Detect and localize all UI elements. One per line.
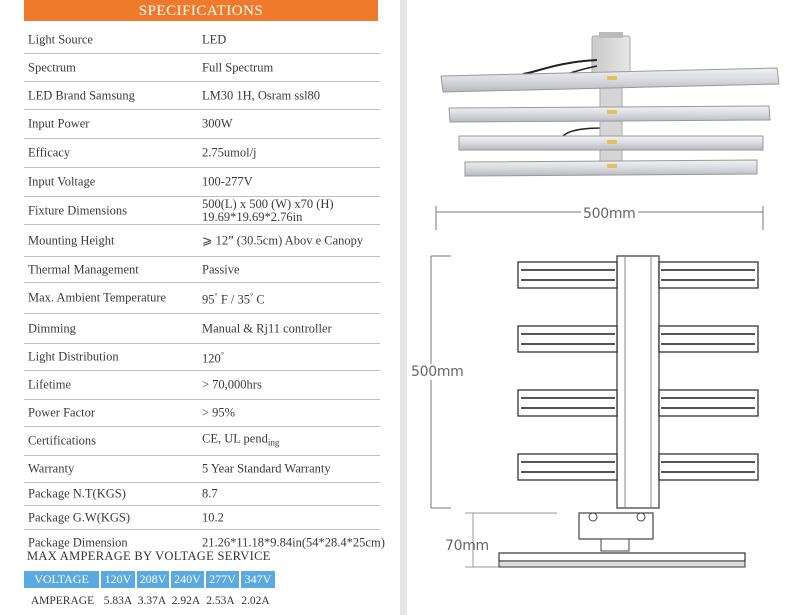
voltage-cell: 277V	[206, 571, 239, 588]
spec-row-mounting-height	[24, 225, 380, 257]
degree-symbol: °	[220, 350, 224, 360]
spec-row-input-power	[24, 110, 380, 139]
panel-divider	[400, 0, 407, 615]
amperage-header: AMPERAGE	[30, 595, 95, 607]
spec-value: 300W	[202, 116, 233, 131]
spec-label: Input Voltage	[28, 174, 96, 189]
drawings-panel	[407, 0, 796, 615]
degree-symbol: °	[214, 291, 218, 301]
cert-main: CE, UL pend	[202, 431, 268, 446]
spec-row-certifications	[24, 427, 380, 456]
voltage-cell: 240V	[171, 571, 204, 588]
spec-value: 10.2	[202, 510, 224, 524]
spec-value-line1: 500(L) x 500 (W) x70 (H)	[202, 196, 334, 211]
amperage-cell: 3.37A	[137, 595, 167, 607]
spec-label: Spectrum	[28, 60, 76, 74]
voltage-row	[24, 571, 277, 588]
spec-label: Package N.T(KGS)	[28, 486, 126, 501]
spec-value: 21.26*11.18*9.84in(54*28.4*25cm)	[202, 535, 385, 549]
degree-symbol: °	[250, 291, 254, 301]
spec-label: Thermal Management	[28, 262, 139, 276]
spec-label: Dimming	[28, 321, 76, 335]
spec-value: > 95%	[202, 405, 236, 420]
cert-sub: ing	[267, 437, 280, 448]
spec-value	[202, 433, 279, 450]
light-bar	[459, 136, 763, 150]
width-dimension-label: 500mm	[583, 206, 636, 222]
spec-row-warranty	[24, 456, 380, 483]
spec-value	[202, 349, 224, 366]
spec-row-fixture-dimensions	[24, 197, 380, 225]
spec-value: Full Spectrum	[202, 60, 274, 74]
spec-row-light-distribution	[24, 344, 380, 371]
spec-value: Passive	[202, 262, 240, 276]
spec-label: Light Source	[28, 32, 93, 47]
spec-label: Efficacy	[28, 145, 71, 160]
spec-label: Package G.W(KGS)	[28, 510, 131, 524]
voltage-cell: 120V	[101, 571, 135, 588]
spec-label: Mounting Height	[28, 233, 115, 247]
spec-value	[202, 290, 265, 307]
spec-row-led-brand	[24, 82, 380, 110]
spec-row-package-gw	[24, 506, 380, 530]
light-bar	[449, 106, 770, 122]
spec-label: Certifications	[28, 433, 97, 448]
spec-value: Manual & Rj11 controller	[202, 321, 332, 335]
spec-row-thermal-management	[24, 257, 380, 283]
spec-label: Package Dimension	[28, 535, 128, 549]
distribution-angle: 120	[202, 351, 221, 366]
spec-label: Warranty	[28, 461, 75, 476]
product-image	[437, 32, 787, 182]
spec-row-efficacy	[24, 139, 380, 168]
spec-value: 8.7	[202, 486, 218, 501]
voltage-header: VOLTAGE	[24, 571, 99, 588]
top-view-drawing	[407, 200, 796, 530]
amperage-cell: 2.02A	[241, 595, 270, 607]
side-view-drawing	[407, 505, 796, 605]
spec-row-dimming	[24, 314, 380, 344]
temp-unit: C	[256, 292, 265, 307]
spec-row-power-factor	[24, 400, 380, 427]
light-bar	[465, 160, 757, 176]
voltage-cell: 347V	[241, 571, 275, 588]
spec-row-spectrum	[24, 54, 380, 82]
spec-value: > 70,000hrs	[202, 377, 262, 392]
spec-value: 5 Year Standard Warranty	[202, 461, 331, 476]
spec-value: LED	[202, 32, 227, 47]
spec-row-max-ambient-temperature	[24, 283, 380, 314]
spec-row-lifetime	[24, 371, 380, 400]
height-dimension-label: 70mm	[445, 538, 489, 554]
spec-value-line2: 19.69*19.69*2.76in	[202, 209, 303, 224]
amperage-cell: 5.83A	[103, 595, 133, 607]
temp-f-value: 95	[202, 292, 215, 307]
spec-label: Fixture Dimensions	[28, 203, 127, 217]
amperage-cell: 2.92A	[171, 595, 201, 607]
amperage-title: MAX AMPERAGE BY VOLTAGE SERVICE	[27, 549, 271, 563]
specifications-table	[24, 27, 385, 555]
spec-row-package-nt	[24, 483, 380, 506]
spec-value: 100-277V	[202, 174, 253, 189]
spec-label: Power Factor	[28, 405, 95, 420]
specifications-header: SPECIFICATIONS	[24, 0, 378, 21]
light-bar	[441, 68, 779, 92]
spec-value: ⩾ 12” (30.5cm) Abov e Canopy	[202, 233, 364, 247]
voltage-cell: 208V	[137, 571, 169, 588]
spec-label: Lifetime	[28, 377, 72, 392]
amperage-row	[24, 593, 273, 609]
spec-row-light-source	[24, 27, 380, 54]
spec-row-input-voltage	[24, 168, 380, 197]
amperage-cell: 2.53A	[206, 595, 235, 607]
spec-label: Input Power	[28, 116, 90, 131]
temp-c-value: F / 35	[220, 292, 251, 307]
spec-value: 2.75umol/j	[202, 145, 257, 160]
spec-label: LED Brand Samsung	[28, 88, 135, 102]
length-dimension-label: 500mm	[411, 364, 464, 380]
spec-value	[202, 198, 334, 224]
spec-label: Max. Ambient Temperature	[28, 290, 167, 305]
spec-label: Light Distribution	[28, 349, 119, 364]
spec-value: LM30 1H, Osram ssl80	[202, 88, 321, 102]
